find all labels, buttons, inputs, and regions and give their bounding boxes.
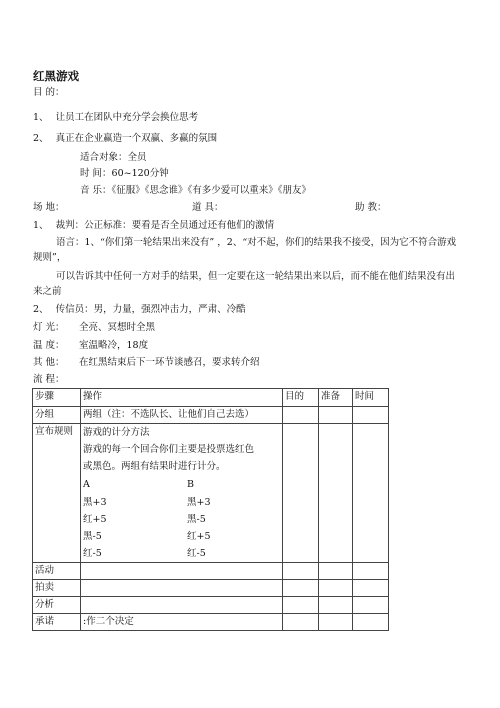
rules-line: 游戏的每一个回合你们主要是投票选红色 — [83, 444, 255, 455]
judge-num: 1、 — [33, 220, 49, 231]
temperature-line — [33, 339, 148, 352]
temperature-text: 室温略冷，18度 — [79, 340, 149, 351]
score-col-b: B — [187, 479, 194, 490]
purpose-num: 2、 — [33, 133, 49, 144]
notify-line-2: 来之前 — [33, 286, 62, 297]
purpose-label: 目 的： — [33, 87, 65, 98]
table-header-row — [33, 389, 389, 407]
purpose-item-2 — [33, 132, 217, 145]
score-a: 黑-5 — [83, 531, 102, 542]
table-row — [33, 597, 389, 614]
table-row — [33, 424, 389, 563]
step-cell: 分析 — [33, 597, 81, 614]
score-row — [83, 511, 280, 528]
header-purpose: 目的 — [283, 389, 319, 407]
score-b: 红-5 — [187, 548, 206, 559]
header-time: 时间 — [353, 389, 389, 407]
venue-label: 场 地： — [33, 202, 65, 213]
score-b: 黑-5 — [187, 514, 206, 525]
score-row — [83, 545, 280, 562]
purpose-text: 让员工在团队中充分学会换位思考 — [55, 112, 199, 123]
score-a: 红+5 — [83, 514, 107, 525]
assistant-label: 助 教： — [355, 202, 387, 213]
operation-cell: 两组（注：不选队长、让他们自己去选） — [81, 407, 283, 424]
target-line: 适合对象：全员 — [80, 152, 147, 163]
score-a: 黑+3 — [83, 497, 107, 508]
header-step: 步骤 — [33, 389, 81, 407]
time-line: 时 间：60~120分钟 — [80, 168, 169, 179]
messenger-num: 2、 — [33, 304, 49, 315]
table-row — [33, 563, 389, 580]
music-line: 音 乐：《征服》《思念谁》《有多少爱可以重来》《朋友》 — [80, 185, 312, 196]
purpose-text: 真正在企业赢造一个双赢、多赢的氛围 — [55, 133, 218, 144]
judge-text: 裁判：公正标准：要看是否全员通过还有他们的激情 — [55, 220, 275, 231]
score-row — [83, 494, 280, 511]
rules-line: 游戏的计分方法 — [83, 427, 150, 438]
operation-cell — [81, 597, 283, 614]
header-preparation: 准备 — [319, 389, 353, 407]
purpose-num: 1、 — [33, 112, 49, 123]
messenger-text: 传信员：男，力量，强烈冲击力，严肃、冷酷 — [55, 304, 246, 315]
operation-cell — [81, 580, 283, 597]
step-cell: 拍卖 — [33, 580, 81, 597]
step-cell: 活动 — [33, 563, 81, 580]
lighting-label: 灯 光： — [33, 322, 65, 333]
score-col-a: A — [83, 479, 90, 490]
operation-cell: :作二个决定 — [81, 614, 283, 631]
header-operation: 操作 — [81, 389, 283, 407]
step-cell: 分组 — [33, 407, 81, 424]
messenger-line — [33, 303, 246, 316]
operation-cell — [81, 563, 283, 580]
rules-line: 或黑色。两组有结果时进行计分。 — [83, 461, 226, 472]
process-table — [32, 388, 389, 631]
step-cell: 宣布规则 — [33, 424, 81, 563]
process-label: 流 程： — [33, 374, 65, 385]
score-b: 红+5 — [187, 531, 211, 542]
lighting-text: 全亮、冥想时全黑 — [79, 322, 156, 333]
language-line-2: 规则”， — [33, 252, 67, 263]
rules-cell — [81, 424, 283, 563]
props-label: 道 具： — [192, 202, 224, 213]
other-text: 在红黑结束后下一环节谈感召，要求转介绍 — [79, 357, 260, 368]
table-row — [33, 407, 389, 424]
other-label: 其 他： — [33, 357, 65, 368]
score-header — [83, 476, 280, 494]
page-title: 红黑游戏 — [33, 69, 79, 83]
table-row — [33, 614, 389, 631]
temperature-label: 温 度： — [33, 340, 65, 351]
score-b: 黑+3 — [187, 497, 211, 508]
judge-line — [33, 219, 274, 232]
lighting-line — [33, 321, 155, 334]
table-row — [33, 580, 389, 597]
notify-line-1: 可以告诉其中任何一方对手的结果，但一定要在这一轮结果出来以后，而不能在他们结果没有出 — [56, 271, 456, 282]
language-line-1: 语言：1、“你们第一轮结果出来没有” ，2、“对不起，你们的结果我不接受，因为它不符合游戏 — [56, 237, 457, 248]
purpose-item-1 — [33, 111, 198, 124]
score-a: 红-5 — [83, 548, 102, 559]
score-row — [83, 528, 280, 545]
step-cell: 承诺 — [33, 614, 81, 631]
other-line — [33, 356, 260, 369]
